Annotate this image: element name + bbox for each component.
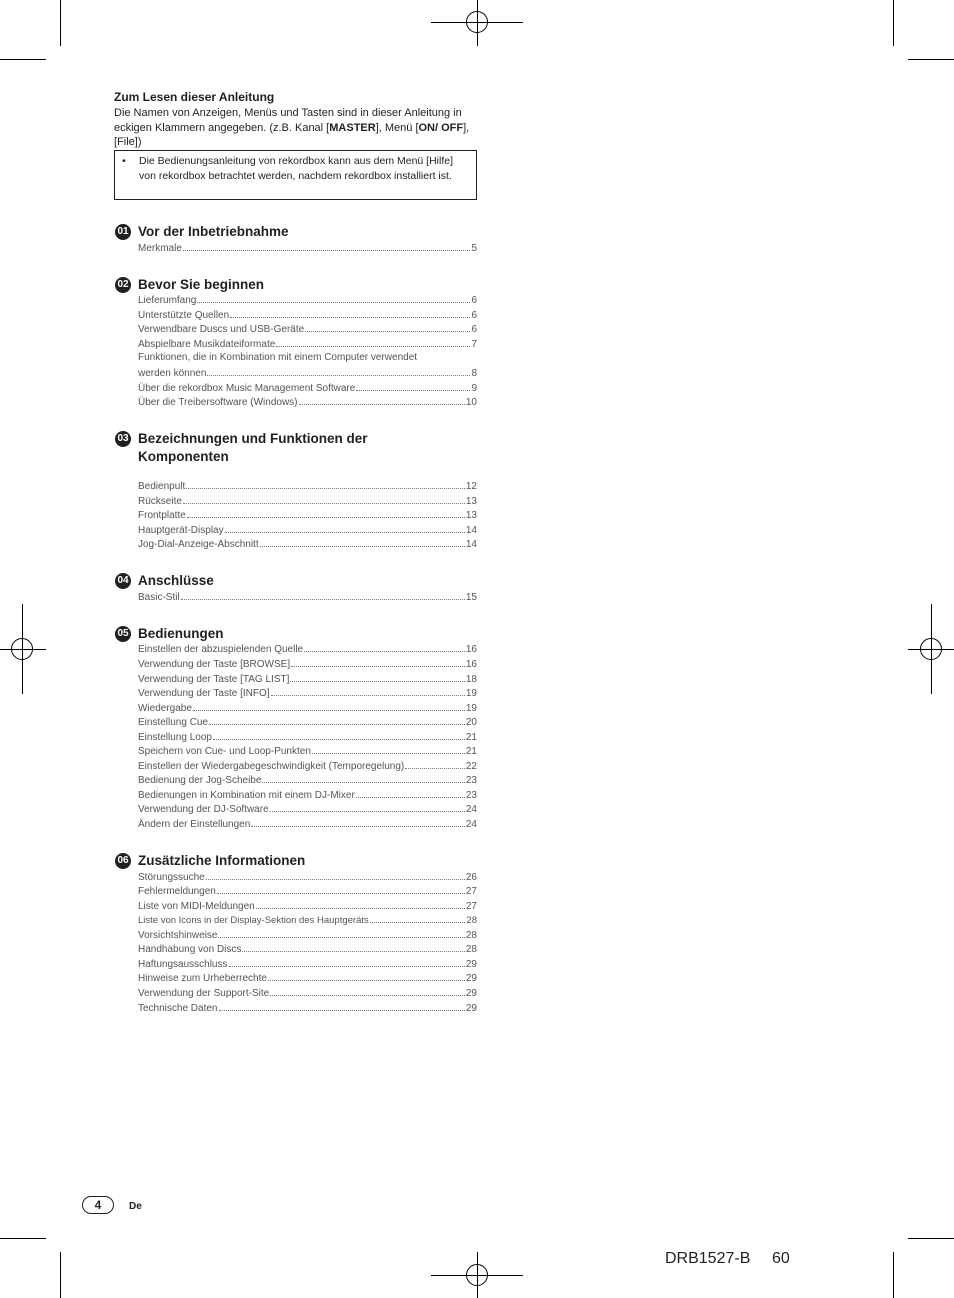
crop-mark xyxy=(908,59,954,60)
section-number-badge: 03 xyxy=(115,431,131,447)
section-title: Anschlüsse xyxy=(138,573,214,588)
toc-entry[interactable]: Hinweise zum Urheberrechte 29 xyxy=(138,973,477,984)
toc-entry[interactable]: Handhabung von Discs 28 xyxy=(138,944,477,955)
toc-entry[interactable]: Liste von Icons in der Display-Sektion des Hauptgeräts 28 xyxy=(138,915,477,926)
section-number-badge: 05 xyxy=(115,626,131,642)
toc-entry[interactable]: Einstellen der Wiedergabegeschwindigkeit (Temporegelung) 22 xyxy=(138,761,477,772)
bold-label: MASTER xyxy=(329,121,376,134)
crop-mark xyxy=(893,0,894,46)
toc-entry[interactable]: Störungssuche 26 xyxy=(138,872,477,883)
toc-entry[interactable]: Über die Treibersoftware (Windows) 10 xyxy=(138,397,477,408)
registration-mark xyxy=(466,1264,488,1286)
document-id: DRB1527-B xyxy=(665,1250,751,1267)
registration-mark xyxy=(11,638,33,660)
toc-entry[interactable]: Basic-Stil 15 xyxy=(138,592,477,603)
toc-entry[interactable]: Einstellung Cue 20 xyxy=(138,717,477,728)
toc-entry[interactable]: Verwendung der Support-Site 29 xyxy=(138,988,477,999)
section-title-continued: Komponenten xyxy=(138,449,229,464)
toc-entry[interactable]: Merkmale 5 xyxy=(138,243,477,254)
section-number-badge: 06 xyxy=(115,853,131,869)
toc-entry[interactable]: Fehlermeldungen 27 xyxy=(138,886,477,897)
crop-mark xyxy=(908,1238,954,1239)
section-title: Bevor Sie beginnen xyxy=(138,277,265,292)
toc-entry[interactable]: Lieferumfang 6 xyxy=(138,295,477,306)
toc-entry[interactable]: Bedienung der Jog-Scheibe 23 xyxy=(138,775,477,786)
toc-entry[interactable]: Funktionen, die in Kombination mit einem Computer verwendet xyxy=(138,352,418,363)
toc-entry[interactable]: Einstellen der abzuspielenden Quelle 16 xyxy=(138,644,477,655)
registration-mark xyxy=(466,11,488,33)
registration-mark xyxy=(920,638,942,660)
crop-mark xyxy=(60,0,61,46)
crop-mark xyxy=(0,1238,46,1239)
sheet-number: 60 xyxy=(772,1250,790,1267)
toc-entry[interactable]: Hauptgerät-Display 14 xyxy=(138,525,477,536)
note-text: Die Bedienungsanleitung von rekordbox kann aus dem Menü [Hilfe] von rekordbox betrachtet werden, nachdem rekordbox installiert ist. xyxy=(139,155,454,182)
note-box xyxy=(114,150,477,200)
toc-entry[interactable]: Verwendung der DJ-Software 24 xyxy=(138,804,477,815)
section-title: Vor der Inbetriebnahme xyxy=(138,224,289,239)
crop-mark xyxy=(893,1252,894,1298)
toc-entry[interactable]: Bedienpult 12 xyxy=(138,481,477,492)
toc-entry[interactable]: Technische Daten 29 xyxy=(138,1003,477,1014)
section-number-badge: 02 xyxy=(115,277,131,293)
toc-entry[interactable]: Abspielbare Musikdateiformate 7 xyxy=(138,339,477,350)
toc-entry[interactable]: Frontplatte 13 xyxy=(138,510,477,521)
section-number-badge: 04 xyxy=(115,573,131,589)
toc-entry[interactable]: Vorsichtshinweise 28 xyxy=(138,930,477,941)
toc-entry[interactable]: Verwendung der Taste [BROWSE] 16 xyxy=(138,659,477,670)
toc-entry[interactable]: Wiedergabe 19 xyxy=(138,703,477,714)
toc-entry[interactable]: Rückseite 13 xyxy=(138,496,477,507)
toc-entry[interactable]: Jog-Dial-Anzeige-Abschnitt 14 xyxy=(138,539,477,550)
toc-entry[interactable]: Speichern von Cue- und Loop-Punkten 21 xyxy=(138,746,477,757)
crop-mark xyxy=(60,1252,61,1298)
bold-label: ON/ OFF xyxy=(418,121,464,134)
toc-entry[interactable]: Verwendung der Taste [TAG LIST] 18 xyxy=(138,674,477,685)
bullet-icon: • xyxy=(122,155,126,167)
language-code: De xyxy=(129,1201,142,1212)
crop-mark xyxy=(0,59,46,60)
toc-entry[interactable]: Haftungsausschluss 29 xyxy=(138,959,477,970)
toc-entry[interactable]: Bedienungen in Kombination mit einem DJ-Mixer 23 xyxy=(138,790,477,801)
toc-entry[interactable]: werden können 8 xyxy=(138,368,477,379)
toc-entry[interactable]: Ändern der Einstellungen 24 xyxy=(138,819,477,830)
toc-entry[interactable]: Liste von MIDI-Meldungen 27 xyxy=(138,901,477,912)
toc-entry[interactable]: Einstellung Loop 21 xyxy=(138,732,477,743)
section-title: Bezeichnungen und Funktionen der xyxy=(138,431,368,446)
page-number: 4 xyxy=(82,1196,114,1214)
toc-entry[interactable]: Verwendung der Taste [INFO] 19 xyxy=(138,688,477,699)
toc-entry[interactable]: Verwendbare Duscs und USB-Geräte 6 xyxy=(138,324,477,335)
intro-text: Die Namen von Anzeigen, Menüs und Tasten sind in dieser Anleitung in eckigen Klammern angegeben. (z.B. Kanal [MASTER], Menü [ON/ OFF], [File]) xyxy=(114,107,470,148)
toc-entry[interactable]: Unterstützte Quellen 6 xyxy=(138,310,477,321)
intro-heading: Zum Lesen dieser Anleitung xyxy=(114,90,275,104)
section-number-badge: 01 xyxy=(115,224,131,240)
toc-entry[interactable]: Über die rekordbox Music Management Software 9 xyxy=(138,383,477,394)
section-title: Bedienungen xyxy=(138,626,224,641)
section-title: Zusätzliche Informationen xyxy=(138,853,306,868)
